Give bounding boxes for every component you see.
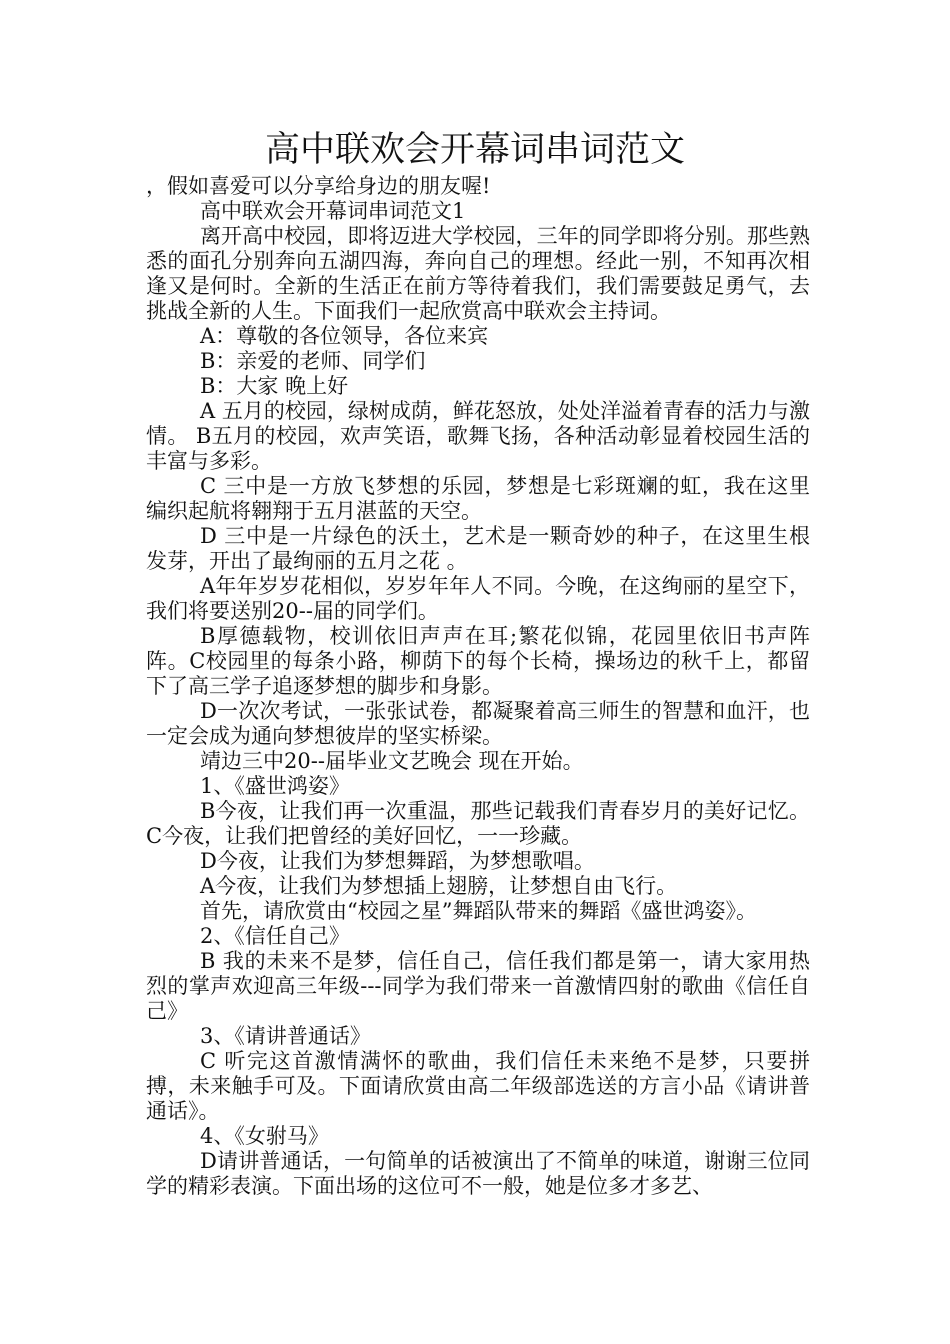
paragraph: B厚德载物，校训依旧声声在耳;繁花似锦，花园里依旧书声阵阵。C校园里的每条小路，柳荫下的每个长椅，操场边的秋千上，都留下了高三学子追逐梦想的脚步和身影。 [146,624,810,698]
paragraph: B 我的未来不是梦，信任自己，信任我们都是第一，请大家用热烈的掌声欢迎高三年级---同学为我们带来一首激情四射的歌曲《信任自己》 [146,949,810,1023]
paragraph: 1、《盛世鸿姿》 [200,774,350,798]
paragraph: B：大家 晚上好 [200,374,349,398]
paragraph: A今夜，让我们为梦想插上翅膀，让梦想自由飞行。 [200,874,678,898]
paragraph: D一次次考试，一张张试卷，都凝聚着高三师生的智慧和血汗，也一定会成为通向梦想彼岸的坚实桥梁。 [146,699,810,748]
paragraph: D 三中是一片绿色的沃土，艺术是一颗奇妙的种子，在这里生根发芽，开出了最绚丽的五月之花 。 [146,524,810,573]
paragraph: 4、《女驸马》 [200,1124,329,1148]
paragraph: 2、《信任自己》 [200,924,350,948]
paragraph: ，假如喜爱可以分享给身边的朋友喔! [146,174,491,198]
paragraph: C 三中是一方放飞梦想的乐园，梦想是七彩斑斓的虹，我在这里编织起航将翱翔于五月湛蓝的天空。 [146,474,810,523]
document-body [146,174,810,1199]
paragraph: A年年岁岁花相似，岁岁年年人不同。今晚，在这绚丽的星空下，我们将要送别20--届的同学们。 [146,574,810,623]
paragraph: A 五月的校园，绿树成荫，鲜花怒放，处处洋溢着青春的活力与激情。 B五月的校园，欢声笑语，歌舞飞扬，各种活动彰显着校园生活的丰富与多彩。 [146,399,810,473]
paragraph: 靖边三中20--届毕业文艺晚会 现在开始。 [200,749,584,773]
paragraph: 首先，请欣赏由“校园之星”舞蹈队带来的舞蹈《盛世鸿姿》。 [200,899,757,923]
paragraph: 离开高中校园，即将迈进大学校园，三年的同学即将分别。那些熟悉的面孔分别奔向五湖四海，奔向自己的理想。经此一别，不知再次相逢又是何时。全新的生活正在前方等待着我们，我们需要鼓足勇气，去挑战全新的人生。下面我们一起欣赏高中联欢会主持词。 [146,224,810,323]
paragraph: 3、《请讲普通话》 [200,1024,371,1048]
paragraph: D请讲普通话，一句简单的话被演出了不简单的味道，谢谢三位同学的精彩表演。下面出场的这位可不一般，她是位多才多艺、 [146,1149,810,1198]
paragraph: C 听完这首激情满怀的歌曲，我们信任未来绝不是梦，只要拼搏，未来触手可及。下面请欣赏由高二年级部选送的方言小品《请讲普通话》。 [146,1049,810,1123]
document-title: 高中联欢会开幕词串词范文 [264,130,685,170]
paragraph: D今夜，让我们为梦想舞蹈，为梦想歌唱。 [200,849,595,873]
paragraph: B今夜，让我们再一次重温，那些记载我们青春岁月的美好记忆。 C今夜，让我们把曾经的美好回忆，一一珍藏。 [146,799,810,848]
paragraph: 高中联欢会开幕词串词范文1 [200,199,466,223]
paragraph: B：亲爱的老师、同学们 [200,349,426,373]
paragraph: A：尊敬的各位领导，各位来宾 [200,324,489,348]
